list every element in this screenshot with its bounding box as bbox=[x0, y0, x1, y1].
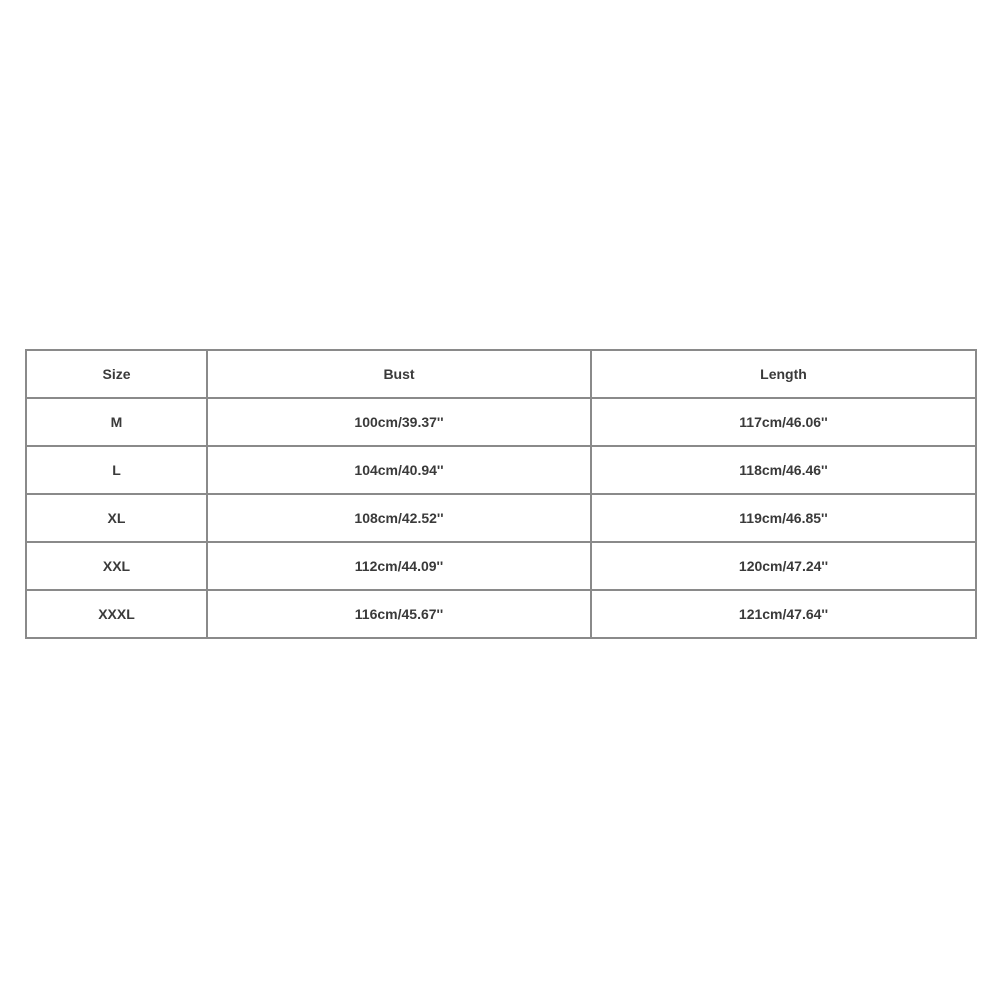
cell-size: XL bbox=[26, 494, 207, 542]
cell-size: XXL bbox=[26, 542, 207, 590]
table-row bbox=[26, 590, 976, 638]
cell-length: 117cm/46.06'' bbox=[591, 398, 976, 446]
cell-length: 118cm/46.46'' bbox=[591, 446, 976, 494]
header-bust: Bust bbox=[207, 350, 591, 398]
cell-bust: 108cm/42.52'' bbox=[207, 494, 591, 542]
cell-bust: 112cm/44.09'' bbox=[207, 542, 591, 590]
table-row bbox=[26, 446, 976, 494]
cell-bust: 100cm/39.37'' bbox=[207, 398, 591, 446]
table-row bbox=[26, 398, 976, 446]
cell-size: L bbox=[26, 446, 207, 494]
cell-size: M bbox=[26, 398, 207, 446]
table-row bbox=[26, 542, 976, 590]
cell-size: XXXL bbox=[26, 590, 207, 638]
header-size: Size bbox=[26, 350, 207, 398]
cell-length: 119cm/46.85'' bbox=[591, 494, 976, 542]
cell-bust: 116cm/45.67'' bbox=[207, 590, 591, 638]
table-header-row bbox=[26, 350, 976, 398]
cell-bust: 104cm/40.94'' bbox=[207, 446, 591, 494]
size-chart-table bbox=[25, 349, 977, 639]
cell-length: 121cm/47.64'' bbox=[591, 590, 976, 638]
table-row bbox=[26, 494, 976, 542]
header-length: Length bbox=[591, 350, 976, 398]
cell-length: 120cm/47.24'' bbox=[591, 542, 976, 590]
